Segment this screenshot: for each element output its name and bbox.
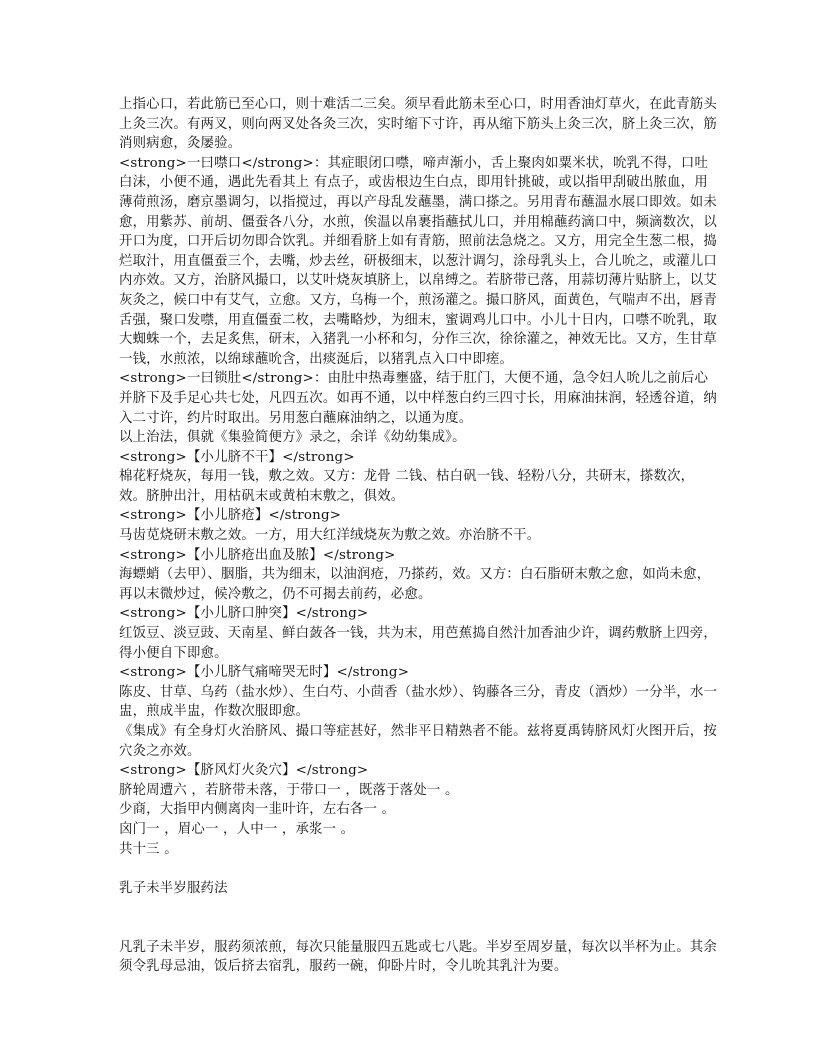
section-heading: 乳子未半岁服药法 xyxy=(119,881,228,897)
paragraph: 马齿苋烧研末敷之效。一方，用大红洋绒烧灰为敷之效。亦治脐不干。 xyxy=(119,528,541,544)
paragraph: 囟门一 ，眉心一 ，人中一 ，承浆一 。 xyxy=(119,821,355,837)
paragraph: <strong>一曰噤口</strong>：其症眼闭口噤，啼声渐小，舌上聚肉如粟米状，吮乳不得，口吐白沫，小便不通，遇此先看其上 有点子，或齿根边生白点，即用针挑破，或以指甲刮破出脓血，用薄荷煎汤，磨京墨调匀，以指搅过，再以产母乱发蘸墨，满口搽之。另用青布蘸温水展口即效。如未愈，用紫苏、前胡、僵蚕各八分，水煎，俟温以帛裹指蘸拭儿口，并用棉蘸药滴口中，频滴数次，以开口为度，口开后切勿即合饮乳。并细看脐上如有青筋，照前法急烧之。又方，用完全生葱二根，捣烂取汁，用直僵蚕三个，去嘴，炒去丝，研极细末，以葱汁调匀，涂母乳头上，合儿吮之，或灌儿口内亦效。又方，治脐风撮口，以艾叶烧灰填脐上，以帛缚之。若脐带已落，用蒜切薄片贴脐上，以艾灰灸之，候口中有艾气，立愈。又方，乌梅一个，煎汤灌之。撮口脐风，面黄色，气喘声不出，唇青舌强，聚口发噤，用直僵蚕二枚，去嘴略炒，为细末，蜜调鸡儿口中。小儿十日内，口噤不吮乳，取大蜘蛛一个，去足炙焦，研末，入猪乳一小杯和匀，分作三次，徐徐灌之，神效无比。又方，生甘草一钱，水煎浓，以绵球蘸吮含，出痰涎后，以猪乳点入口中即瘥。 xyxy=(119,155,717,367)
spacer xyxy=(119,899,719,938)
paragraph: 陈皮、甘草、乌药（盐水炒）、生白芍、小茴香（盐水炒）、钩藤各三分，青皮（酒炒）一分半，水一盅，煎成半盅，作数次服即愈。 xyxy=(119,684,718,720)
paragraph: 海螵蛸（去甲）、胭脂，共为细末，以油润疮，乃搽药，效。又方：白石脂研末敷之愈，如尚未愈，再以末微炒过，候冷敷之，仍不可揭去前药，必愈。 xyxy=(119,567,711,602)
paragraph: 上指心口，若此筋已至心口，则十难活二三矣。须早看此筋未至心口，时用香油灯草火，在此青筋头上灸三次。有两叉，则向两叉处各灸三次，实时缩下寸许，再从缩下筋头上灸三次，脐上灸三次，筋消则病愈，灸屡验。 xyxy=(119,97,717,152)
paragraph: 红饭豆、淡豆豉、天南星、鲜白蔹各一钱，共为末，用芭蕉捣自然汁加香油少许，调药敷脐上四旁，得小便自下即愈。 xyxy=(119,626,717,661)
subheading: <strong>【小儿脐口肿突】</strong> xyxy=(119,606,369,622)
subheading: <strong>【小儿脐疮出血及脓】</strong> xyxy=(119,547,396,563)
paragraph: 棉花籽烧灰，每用一钱，敷之效。又方：龙骨 二钱、枯白矾一钱、轻粉八分，共研末，搽数次，效。脐肿出汁，用枯矾末或黄柏末敷之，俱效。 xyxy=(119,469,695,504)
subheading: <strong>【小儿脐气痛啼哭无时】</strong> xyxy=(119,665,410,681)
paragraph: 凡乳子未半岁，服药须浓煎，每次只能量服四五匙或七八匙。半岁至周岁量，每次以半杯为止。其余须令乳母忌油，饭后挤去宿乳，服药一碗，仰卧片时，令儿吮其乳汁为要。 xyxy=(119,939,717,975)
subheading: <strong>【小儿脐不干】</strong> xyxy=(119,449,355,465)
paragraph: 少商，大指甲内侧离肉一韭叶许，左右各一 。 xyxy=(119,802,396,818)
paragraph: 共十三 。 xyxy=(119,841,178,857)
paragraph: 《集成》有全身灯火治脐风、撮口等症甚好，然非平日精熟者不能。兹将夏禹铸脐风灯火图开后，按穴灸之亦效。 xyxy=(119,724,717,759)
paragraph: 脐轮周遭六 ，若脐带未落，于带口一 ，既落于落处一 。 xyxy=(119,782,459,798)
document-body xyxy=(119,95,719,977)
subheading: <strong>【小儿脐疮】</strong> xyxy=(119,508,342,524)
paragraph: <strong>一曰锁肚</strong>：由肚中热毒壅盛，结于肛门，大便不通，急令妇人吮儿之前后心并脐下及手足心共七处，凡四五次。如再不通，以中样葱白约三四寸长，用麻油抹润，轻透谷道，纳入二寸许，约片时取出。另用葱白蘸麻油纳之，以通为度。 xyxy=(119,371,717,426)
paragraph: 以上治法，俱就《集验简便方》录之，余详《幼幼集成》。 xyxy=(119,430,466,446)
subheading: <strong>【脐风灯火灸穴】</strong> xyxy=(119,763,369,779)
spacer xyxy=(119,859,719,879)
